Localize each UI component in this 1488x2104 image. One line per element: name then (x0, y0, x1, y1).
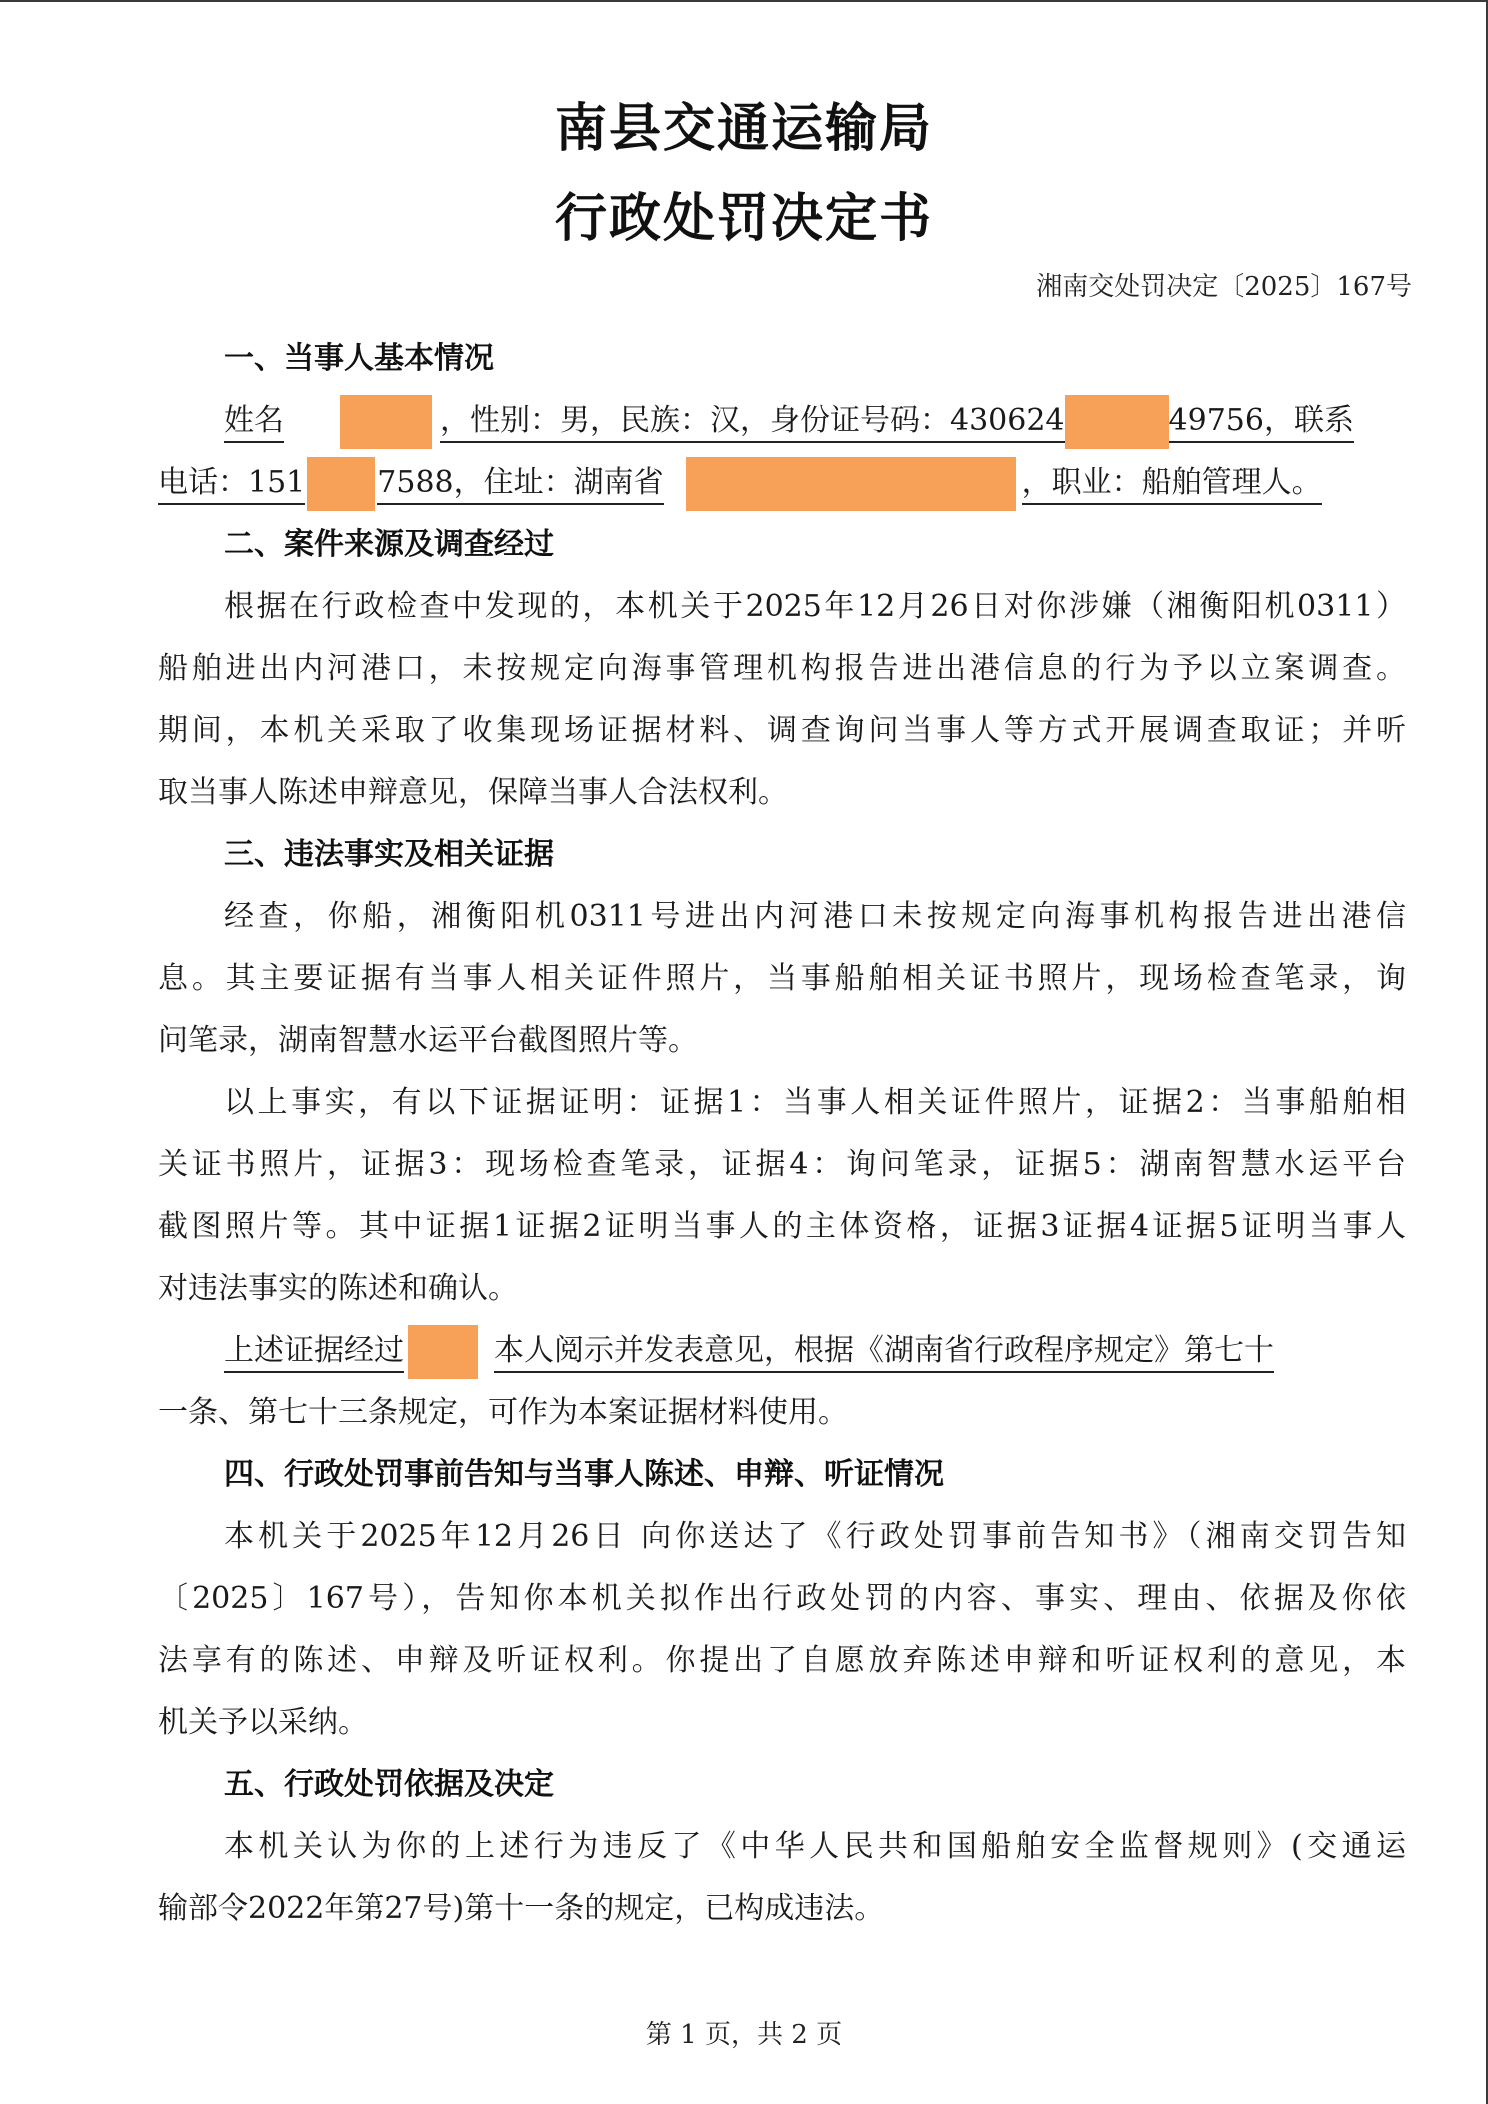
evidence-review-line (158, 1320, 1406, 1382)
paragraph-line: 问笔录，湖南智慧水运平台截图照片等。 (158, 1023, 698, 1058)
paragraph-line: 〔2025〕167号），告知你本机关拟作出行政处罚的内容、事实、理由、依据及你依 (158, 1581, 1406, 1616)
paragraph-line: 取当事人陈述申辩意见，保障当事人合法权利。 (158, 775, 788, 810)
page-number: 第 1 页，共 2 页 (645, 2020, 843, 2050)
paragraph-line: 本机关认为你的上述行为违反了《中华人民共和国船舶安全监督规则》(交通运 (224, 1829, 1406, 1864)
section-5-heading: 五、行政处罚依据及决定 (224, 1767, 554, 1802)
title-line-2: 行政处罚决定书 (554, 189, 933, 249)
document-number: 湘南交处罚决定〔2025〕167号 (1036, 272, 1412, 302)
party-info-line-1 (158, 390, 1406, 452)
redaction-party-name (408, 1325, 478, 1379)
paragraph-line: 机关予以采纳。 (158, 1705, 368, 1740)
paragraph-line: 根据在行政检查中发现的，本机关于2025年12月26日对你涉嫌（湘衡阳机0311） (224, 589, 1406, 624)
paragraph-line: 截图照片等。其中证据1证据2证明当事人的主体资格，证据3证据4证据5证明当事人 (158, 1209, 1406, 1244)
label-name: 姓名 (224, 403, 284, 443)
document-body (158, 328, 1406, 1940)
title-line-1: 南县交通运输局 (554, 99, 933, 159)
section-1-heading: 一、当事人基本情况 (224, 341, 494, 376)
redaction-phone (307, 457, 375, 511)
party-info-line-2 (158, 452, 1406, 514)
page-border-top (0, 0, 1488, 2)
paragraph-line: 一条、第七十三条规定，可作为本案证据材料使用。 (158, 1395, 848, 1430)
paragraph-line: 输部令2022年第27号)第十一条的规定，已构成违法。 (158, 1891, 885, 1926)
redaction-name (340, 395, 432, 449)
section-3-heading: 三、违法事实及相关证据 (224, 837, 554, 872)
paragraph-line: 以上事实，有以下证据证明：证据1：当事人相关证件照片，证据2：当事船舶相 (224, 1085, 1406, 1120)
evidence-review-prefix: 上述证据经过 (224, 1333, 404, 1373)
section-2-heading: 二、案件来源及调查经过 (224, 527, 554, 562)
occupation: ，职业：船舶管理人。 (1022, 465, 1322, 505)
paragraph-line: 法享有的陈述、申辩及听证权利。你提出了自愿放弃陈述申辩和听证权利的意见，本 (158, 1643, 1406, 1678)
party-info-id-tail: 49756，联系 (1169, 403, 1354, 443)
redaction-address (686, 457, 1016, 511)
paragraph-line: 息。其主要证据有当事人相关证件照片，当事船舶相关证书照片，现场检查笔录，询 (158, 961, 1406, 996)
paragraph-line: 经查，你船，湘衡阳机0311号进出内河港口未按规定向海事机构报告进出港信 (224, 899, 1406, 934)
paragraph-line: 本机关于2025年12月26日 向你送达了《行政处罚事前告知书》（湘南交罚告知 (224, 1519, 1406, 1554)
paragraph-line: 关证书照片，证据3：现场检查笔录，证据4：询问笔录，证据5：湖南智慧水运平台 (158, 1147, 1406, 1182)
phone-tail-address: 7588，住址：湖南省 (377, 465, 663, 505)
paragraph-line: 期间，本机关采取了收集现场证据材料、调查询问当事人等方式开展调查取证；并听 (158, 713, 1406, 748)
paragraph-line: 对违法事实的陈述和确认。 (158, 1271, 518, 1306)
evidence-review-suffix: 本人阅示并发表意见，根据《湖南省行政程序规定》第七十 (494, 1333, 1274, 1373)
paragraph-line: 船舶进出内河港口，未按规定向海事管理机构报告进出港信息的行为予以立案调查。 (158, 651, 1406, 686)
party-info-gender-id: ，性别：男，民族：汉，身份证号码：430624 (440, 403, 1065, 443)
phone-prefix: 电话：151 (158, 465, 305, 505)
section-4-heading: 四、行政处罚事前告知与当事人陈述、申辩、听证情况 (224, 1457, 944, 1492)
redaction-id-number (1065, 395, 1169, 449)
